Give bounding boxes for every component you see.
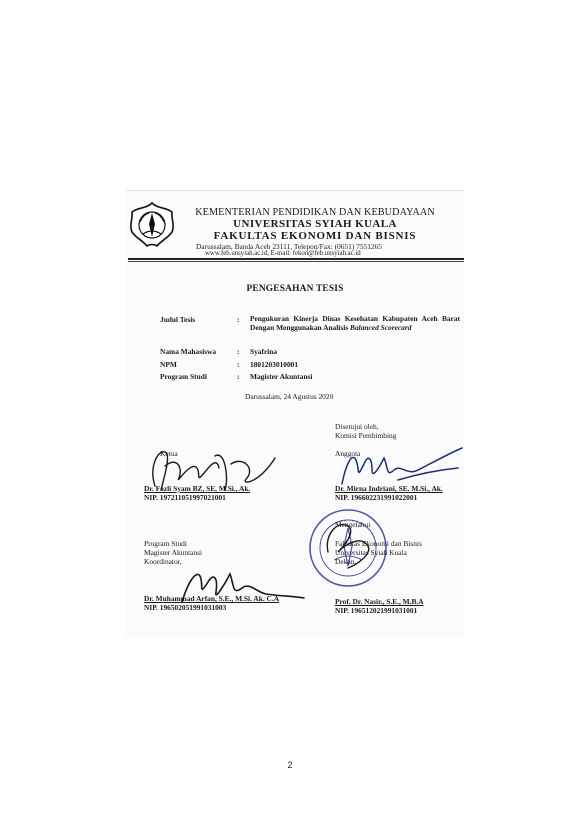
document-title: PENGESAHAN TESIS bbox=[246, 284, 344, 294]
ketua-role: Ketua bbox=[160, 449, 178, 458]
prodi-signatory-nip: NIP. 196502051991031003 bbox=[144, 603, 227, 612]
dekan-nip: NIP. 196512021991031001 bbox=[335, 606, 418, 615]
place-date: Darussalam, 24 Agustus 2020 bbox=[245, 392, 334, 401]
detail-colon: : bbox=[237, 372, 240, 381]
letterhead-divider-thin bbox=[128, 261, 464, 262]
dekan-line2: Fakultas Ekonomi dan Bisnis bbox=[335, 539, 422, 548]
letterhead-faculty: FAKULTAS EKONOMI DAN BISNIS bbox=[213, 230, 417, 242]
letterhead-ministry: KEMENTERIAN PENDIDIKAN DAN KEBUDAYAAN bbox=[195, 207, 435, 218]
prodi-heading: Program Studi bbox=[144, 539, 187, 548]
anggota-name: Dr. Mirna Indriani, SE. M.Si., Ak. bbox=[335, 484, 443, 493]
detail-colon: : bbox=[237, 360, 240, 369]
letterhead-university: UNIVERSITAS SYIAH KUALA bbox=[233, 218, 397, 230]
page-number: 2 bbox=[287, 760, 293, 770]
dekan-line1: Mengetahui bbox=[335, 520, 371, 529]
detail-label-nama: Nama Mahasiswa bbox=[160, 347, 217, 356]
letterhead-web: www.feb.unsyiah.ac.id, E-mail: fekon@feb.unsyiah.ac.id bbox=[205, 250, 361, 257]
detail-label-prodi: Program Studi bbox=[160, 372, 207, 381]
prodi-role: Koordinator, bbox=[144, 557, 182, 566]
scan-edge bbox=[126, 190, 464, 191]
letterhead-divider-thick bbox=[128, 258, 464, 260]
detail-label-npm: NPM bbox=[160, 360, 177, 369]
detail-value-nama: Syafrina bbox=[250, 347, 278, 356]
detail-colon: : bbox=[237, 315, 240, 324]
detail-label-judul: Judul Tesis bbox=[160, 315, 196, 324]
detail-colon: : bbox=[237, 347, 240, 356]
anggota-role: Anggota bbox=[335, 449, 361, 458]
dekan-line3: Universitas Syiah Kuala bbox=[335, 548, 407, 557]
letterhead-address: Darussalam, Banda Aceh 23111, Telepon/Fax: (0651) 7551265 bbox=[196, 242, 382, 251]
prodi-signatory-name: Dr. Muhammad Arfan, S.E., M.Si. Ak. C.A bbox=[144, 594, 280, 603]
detail-value-judul: Pengukuran Kinerja Dinas Kesehatan Kabupaten Aceh Barat Dengan Menggunakan Analisis Balanced Scorecard bbox=[250, 314, 460, 332]
ketua-name: Dr. Fazli Syam BZ, SE, M.Si., Ak. bbox=[144, 484, 251, 493]
prodi-name: Magister Akuntansi bbox=[144, 548, 203, 557]
university-logo-icon bbox=[127, 200, 177, 250]
detail-value-prodi: Magister Akuntansi bbox=[250, 372, 313, 381]
detail-value-npm: 1801203010001 bbox=[250, 360, 299, 369]
dekan-line4: Dekan, bbox=[335, 557, 357, 566]
approval-line: Disetujui oleh, bbox=[335, 422, 379, 431]
ketua-nip: NIP. 197211051997021001 bbox=[144, 493, 226, 502]
anggota-nip: NIP. 196602231991022001 bbox=[335, 493, 418, 502]
dekan-name: Prof. Dr. Nasir., S.E., M.B.A bbox=[335, 597, 424, 606]
approval-committee: Komisi Pembimbing bbox=[335, 431, 397, 440]
